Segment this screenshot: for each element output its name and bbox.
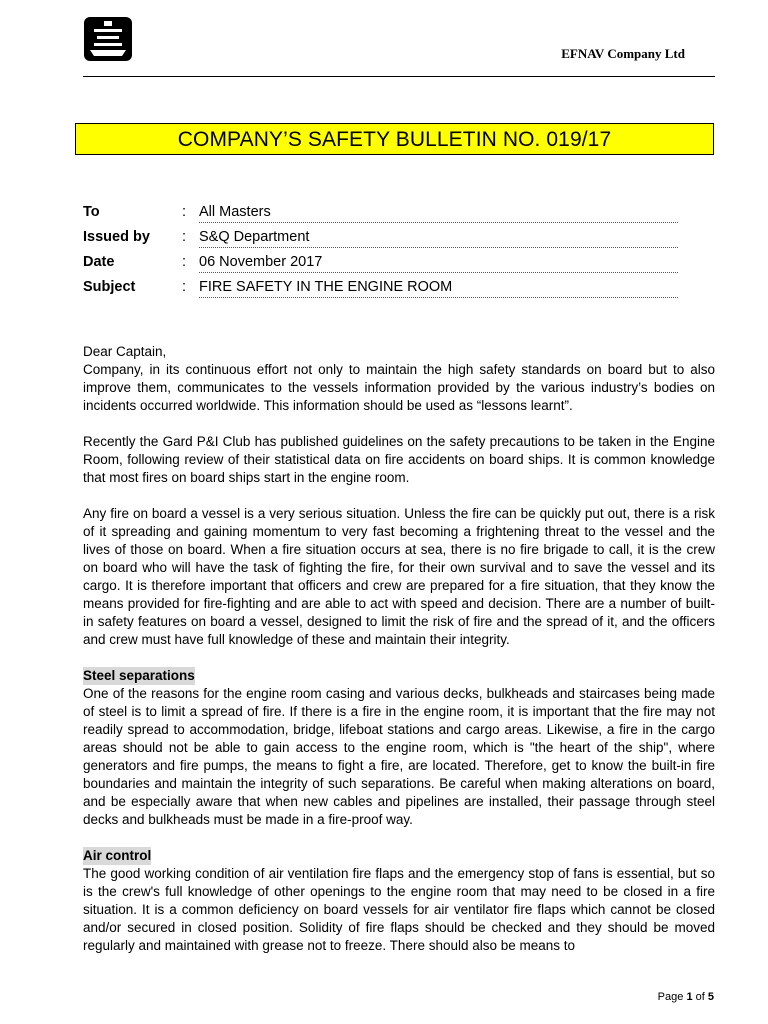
letter-body [83, 343, 715, 955]
section-heading-air-control: Air control [83, 848, 152, 863]
page-word: Page [657, 991, 684, 1003]
bulletin-title: COMPANY’S SAFETY BULLETIN NO. 019/17 [75, 123, 714, 155]
paragraph-gard-guidelines: Recently the Gard P&I Club has published guidelines on the safety precautions to be taken in the Engine Room, following review of their statistical data on fire accidents on board ships. It is common knowledge that most fires on board ships start in the engine room. [83, 434, 715, 485]
memo-value: All Masters [199, 202, 678, 223]
page-number [658, 991, 714, 1003]
paragraph-steel-separations: One of the reasons for the engine room casing and various decks, bulkheads and staircases being made of steel is to limit a spread of fire. If there is a fire in the engine room, it is important that the fire may not readily spread to accommodation, bridge, lifeboat stations and cargo areas. Likewise, a fire in the cargo areas should not be able to gain access to the engine room, which is "the heart of the ship", where generators and fire pumps, the means to fight a fire, are located. Therefore, get to know the built-in fire boundaries and maintain the integrity of such separations. Be careful when making alterations on board, and be especially aware that when new cables and pipelines are installed, their passage through steel decks and bulkheads must be made in a fire-proof way. [83, 686, 715, 827]
memo-colon: : [182, 254, 187, 270]
memo-value: 06 November 2017 [199, 252, 678, 273]
memo-colon: : [182, 204, 187, 220]
memo-value: S&Q Department [199, 227, 678, 248]
page-total: 5 [707, 991, 714, 1003]
memo-header [83, 200, 683, 300]
of-word: of [695, 991, 705, 1003]
header-divider [83, 76, 715, 77]
memo-row-subject [83, 275, 683, 300]
paragraph-air-control: The good working condition of air ventilation fire flaps and the emergency stop of fans is essential, but so is the crew's full knowledge of other openings to the engine room that may need to be closed in a fire situation. It is a common deficiency on board vessels for air ventilator fire flaps which cannot be closed and/or secured in closed position. Solidity of fire flaps should be checked and they should be moved regularly and maintained with grease not to freeze. There should also be means to [83, 866, 715, 953]
paragraph-fire-on-board: Any fire on board a vessel is a very serious situation. Unless the fire can be quickly put out, there is a risk of it spreading and gaining momentum to very fast becoming a frightening threat to the vessel and the lives of those on board. When a fire situation occurs at sea, there is no fire brigade to call, it is the crew on board who will have the task of fighting the fire, for their own survival and to save the vessel and its cargo. It is therefore important that officers and crew are prepared for a fire situation, that they know the means provided for fire-fighting and are able to act with speed and decision. There are a number of built-in safety features on board a vessel, designed to limit the risk of fire and the spread of it, and the officers and crew must have full knowledge of these and maintain their integrity. [83, 506, 715, 647]
memo-value: FIRE SAFETY IN THE ENGINE ROOM [199, 277, 678, 298]
memo-label: To [83, 204, 100, 220]
memo-label: Issued by [83, 229, 150, 245]
company-name: EFNAV Company Ltd [561, 46, 685, 61]
memo-colon: : [182, 229, 187, 245]
memo-label: Subject [83, 279, 136, 295]
greeting: Dear Captain, [83, 344, 167, 359]
memo-row-to [83, 200, 683, 225]
memo-row-date [83, 250, 683, 275]
memo-row-issued-by [83, 225, 683, 250]
page-current: 1 [686, 991, 693, 1003]
company-logo-icon [84, 17, 132, 61]
section-heading-steel-separations: Steel separations [83, 668, 195, 683]
memo-colon: : [182, 279, 187, 295]
memo-label: Date [83, 254, 115, 270]
paragraph-intro: Company, in its continuous effort not only to maintain the high safety standards on board but to also improve them, communicates to the vessels information provided by the various industry’s bodies on incidents occurred worldwide. This information should be used as “lessons learnt”. [83, 362, 715, 413]
